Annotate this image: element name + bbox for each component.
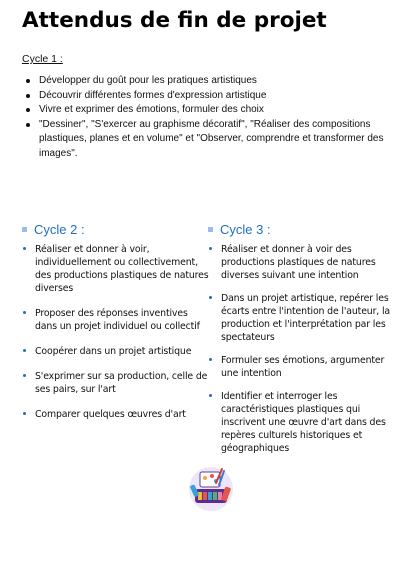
bullet-icon: [23, 311, 26, 314]
cycle1-item-text: Développer du goût pour les pratiques artistiques: [39, 75, 257, 86]
bullet-icon: [23, 247, 26, 250]
cycle1-item-text: Découvrir différentes formes d'expression artistique: [39, 89, 267, 101]
bullet-icon: [26, 79, 30, 83]
bullet-icon: [209, 358, 212, 361]
cycle3-heading: [208, 221, 398, 237]
bullet-icon: [209, 247, 212, 250]
list-item: [22, 243, 212, 295]
list-item: [22, 307, 212, 333]
page-title: Attendus de fin de projet: [22, 8, 327, 33]
bullet-icon: [209, 296, 212, 299]
list-item: [208, 354, 398, 380]
heading-marker-icon: [22, 227, 27, 232]
cycle2-item-text: Proposer des réponses inventives dans un projet individuel ou collectif: [35, 308, 200, 332]
cycle2-item-text: S'exprimer sur sa production, celle de ses pairs, sur l'art: [35, 371, 208, 395]
cycle3-item-text: Dans un projet artistique, repérer les écarts entre l'intention de l'auteur, la production et l'interprétation par les spectateurs: [221, 293, 391, 343]
list-item: [22, 370, 212, 396]
bullet-icon: [26, 108, 30, 112]
cycle3-column: [208, 221, 398, 455]
cycle2-column: [22, 221, 212, 421]
list-item: [208, 292, 398, 344]
bullet-icon: [23, 412, 26, 415]
cycle2-list: [22, 243, 212, 421]
cycle2-heading: [22, 221, 212, 237]
list-item: [26, 118, 406, 162]
cycle2-item-text: Comparer quelques œuvres d'art: [35, 409, 186, 420]
bullet-icon: [23, 349, 26, 352]
cycle3-list: [208, 243, 398, 455]
cycle3-item-text: Réaliser et donner à voir des productions plastiques de natures diverses suivant une intention: [221, 244, 376, 281]
cycle2-label: Cycle 2 :: [34, 221, 85, 237]
list-item: [26, 74, 406, 89]
cycle3-item-text: Formuler ses émotions, argumenter une intention: [221, 355, 385, 379]
list-item: [26, 89, 406, 104]
bullet-icon: [26, 94, 30, 98]
list-item: [22, 408, 212, 421]
list-item: [26, 103, 406, 118]
art-palette-icon: [186, 463, 236, 513]
cycle2-item-text: Réaliser et donner à voir, individuellement ou collectivement, des productions plastiques de natures diverses: [35, 244, 209, 294]
list-item: [208, 390, 398, 455]
bullet-icon: [26, 123, 30, 127]
list-item: [22, 345, 212, 358]
cycle3-item-text: Identifier et interroger les caractéristiques plastiques qui inscrivent une œuvre d'art dans des repères culturels historiques et géographiques: [221, 391, 386, 454]
heading-marker-icon: [208, 227, 213, 232]
bullet-icon: [23, 374, 26, 377]
cycle1-item-text: "Dessiner", "S'exercer au graphisme décoratif", "Réaliser des compositions plastiques, planes et en volume" et "Observer, comprendre et transformer des images".: [39, 118, 384, 159]
cycle1-label: Cycle 1 :: [22, 53, 63, 65]
list-item: [208, 243, 398, 282]
cycle3-label: Cycle 3 :: [220, 221, 271, 237]
cycle2-item-text: Coopérer dans un projet artistique: [35, 346, 192, 357]
bullet-icon: [209, 394, 212, 397]
cycle1-list: [26, 74, 406, 161]
cycle1-item-text: Vivre et exprimer des émotions, formuler des choix: [39, 104, 264, 115]
